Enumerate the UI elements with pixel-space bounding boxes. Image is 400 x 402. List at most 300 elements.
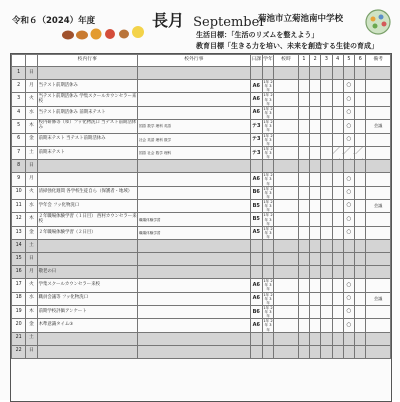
schedule-code-cell xyxy=(250,266,262,279)
lesson-cell xyxy=(137,253,250,266)
classes-cell xyxy=(274,160,299,173)
period-1-cell xyxy=(298,93,309,106)
table-row xyxy=(12,213,391,226)
school-year-label: 令和６（2024）年度 xyxy=(12,16,96,26)
event-cell xyxy=(37,253,137,266)
lesson-cell xyxy=(137,186,250,199)
table-row xyxy=(12,120,391,133)
event-cell xyxy=(37,345,137,358)
month-name-jp: 長月 xyxy=(152,11,185,30)
schedule-code-cell xyxy=(250,160,262,173)
note-cell xyxy=(366,160,391,173)
period-6-cell xyxy=(355,160,366,173)
period-1-cell xyxy=(298,266,309,279)
period-6-cell xyxy=(355,266,366,279)
day-cell: 木 xyxy=(26,305,37,318)
period-4-cell xyxy=(332,240,343,253)
lesson-cell xyxy=(137,80,250,93)
lesson-cell xyxy=(137,292,250,305)
period-3-cell xyxy=(321,213,332,226)
grade-cell: 1年 2年 3年 xyxy=(263,186,273,199)
period-2-cell xyxy=(310,186,321,199)
day-cell: 日 xyxy=(26,67,37,80)
note-cell xyxy=(366,67,391,80)
lesson-cell: 国語 社会 数学 理科 xyxy=(137,146,250,159)
lesson-cell: 社会 英語 理科 数学 xyxy=(137,133,250,146)
event-cell: 学集スクールカウンセラー来校 xyxy=(37,279,137,292)
events-right-header: 校外行事 xyxy=(137,55,250,67)
period-1-cell xyxy=(298,332,309,345)
day-cell: 月 xyxy=(26,80,37,93)
table-row xyxy=(12,146,391,159)
event-cell: 木準意識タイム③ xyxy=(37,319,137,332)
table-row xyxy=(12,160,391,173)
grade-cell: 1年 2年 3年 xyxy=(263,173,273,186)
lesson-cell xyxy=(137,345,250,358)
grade-cell: 1年 2年 3年 xyxy=(263,200,273,213)
day-cell: 水 xyxy=(26,200,37,213)
grade-cell: 1年 2年 3年 xyxy=(263,319,273,332)
date-cell: 8 xyxy=(12,160,26,173)
table-row xyxy=(12,345,391,358)
life-goal: 生活目標：「生活のリズムを整えよう」 xyxy=(196,31,319,39)
period-4-cell xyxy=(332,305,343,318)
note-cell xyxy=(366,80,391,93)
day-cell: 日 xyxy=(26,345,37,358)
table-row xyxy=(12,266,391,279)
date-cell: 9 xyxy=(12,173,26,186)
date-cell: 20 xyxy=(12,319,26,332)
schedule-code-cell xyxy=(250,345,262,358)
table-row xyxy=(12,253,391,266)
period-4-cell xyxy=(332,319,343,332)
month-name-en: September xyxy=(193,15,266,30)
lesson-cell xyxy=(137,266,250,279)
date-cell: 12 xyxy=(12,213,26,226)
date-cell: 10 xyxy=(12,186,26,199)
period-4-cell xyxy=(332,93,343,106)
period-4-cell xyxy=(332,146,343,159)
day-cell: 日 xyxy=(26,253,37,266)
period-3-cell xyxy=(321,319,332,332)
period-2-cell xyxy=(310,173,321,186)
period-5-cell: ○ xyxy=(343,106,354,119)
period-3-cell xyxy=(321,160,332,173)
schedule-code-cell: A6 xyxy=(250,80,262,93)
note-cell: 会議 xyxy=(366,292,391,305)
period-2-cell xyxy=(310,266,321,279)
event-cell xyxy=(37,332,137,345)
period-6-cell xyxy=(355,146,366,159)
event-cell: ２年職場体験学習（１日目） 西村カウンセラー来校 xyxy=(37,213,137,226)
note-cell xyxy=(366,173,391,186)
period-2-cell xyxy=(310,200,321,213)
period-1-cell xyxy=(298,80,309,93)
period-3-cell xyxy=(321,67,332,80)
period-2-cell xyxy=(310,160,321,173)
note-cell xyxy=(366,253,391,266)
grade-cell: 1年 2年 3年 xyxy=(263,146,273,160)
table-row xyxy=(12,200,391,213)
lesson-cell: 国語 数学 理科 英語 xyxy=(137,120,250,133)
period-2-cell xyxy=(310,292,321,305)
table-row xyxy=(12,106,391,119)
classes-cell xyxy=(274,319,299,332)
note-cell xyxy=(366,213,391,226)
period-4-header: 4 xyxy=(332,55,343,67)
period-5-cell: ○ xyxy=(343,319,354,332)
period-4-cell xyxy=(332,186,343,199)
lesson-cell xyxy=(137,240,250,253)
events-left-header: 校内行事 xyxy=(37,55,137,67)
date-cell: 4 xyxy=(12,106,26,119)
period-2-cell xyxy=(310,80,321,93)
table-row xyxy=(12,80,391,93)
period-1-cell xyxy=(298,226,309,239)
period-3-cell xyxy=(321,345,332,358)
classes-cell xyxy=(274,93,299,106)
schedule-code-cell: A6 xyxy=(250,279,262,292)
date-cell: 16 xyxy=(12,266,26,279)
table-row xyxy=(12,279,391,292)
period-1-cell xyxy=(298,319,309,332)
classes-cell xyxy=(274,332,299,345)
schedule-code-cell: A6 xyxy=(250,106,262,119)
classes-cell xyxy=(274,240,299,253)
note-cell xyxy=(366,146,391,159)
period-2-cell xyxy=(310,319,321,332)
period-5-cell xyxy=(343,240,354,253)
day-cell: 金 xyxy=(26,319,37,332)
date-header xyxy=(12,55,26,67)
period-3-cell xyxy=(321,253,332,266)
period-2-cell xyxy=(310,345,321,358)
period-5-cell: ○ xyxy=(343,279,354,292)
period-1-header: 1 xyxy=(298,55,309,67)
table-row xyxy=(12,133,391,146)
lesson-cell xyxy=(137,160,250,173)
period-2-cell xyxy=(310,213,321,226)
table-row xyxy=(12,226,391,239)
schedule-code-cell xyxy=(250,332,262,345)
period-1-cell xyxy=(298,173,309,186)
schedule-code-cell xyxy=(250,240,262,253)
period-1-cell xyxy=(298,106,309,119)
period-5-cell xyxy=(343,146,354,159)
period-5-cell xyxy=(343,266,354,279)
schedule-code-cell: テ3 xyxy=(250,133,262,146)
class-circle-icon xyxy=(364,8,392,36)
event-cell xyxy=(37,173,137,186)
date-cell: 5 xyxy=(12,120,26,133)
grade-cell: 1年 2年 3年 xyxy=(263,279,273,292)
date-cell: 2 xyxy=(12,80,26,93)
period-1-cell xyxy=(298,279,309,292)
month-title xyxy=(152,8,266,31)
lesson-cell xyxy=(137,106,250,119)
schedule-table xyxy=(10,53,392,402)
period-3-cell xyxy=(321,332,332,345)
period-3-cell xyxy=(321,120,332,133)
event-cell xyxy=(37,240,137,253)
classes-header: 校時 xyxy=(274,55,299,67)
schedule-code-cell: テ3 xyxy=(250,120,262,133)
note-cell xyxy=(366,93,391,106)
period-5-header: 5 xyxy=(343,55,354,67)
classes-cell xyxy=(274,186,299,199)
date-cell: 6 xyxy=(12,133,26,146)
period-6-cell xyxy=(355,279,366,292)
date-cell: 19 xyxy=(12,305,26,318)
day-cell: 水 xyxy=(26,106,37,119)
period-4-cell xyxy=(332,133,343,146)
period-2-cell xyxy=(310,279,321,292)
note-cell xyxy=(366,106,391,119)
note-cell xyxy=(366,305,391,318)
period-6-cell xyxy=(355,106,366,119)
period-1-cell xyxy=(298,292,309,305)
classes-cell xyxy=(274,292,299,305)
date-cell: 3 xyxy=(12,93,26,106)
period-5-cell: ○ xyxy=(343,186,354,199)
event-cell: 職員会議等 フッ化物洗口 xyxy=(37,292,137,305)
day-cell: 土 xyxy=(26,146,37,159)
period-4-cell xyxy=(332,292,343,305)
period-4-cell xyxy=(332,332,343,345)
day-cell: 月 xyxy=(26,266,37,279)
period-3-cell xyxy=(321,305,332,318)
schedule-code-cell: A6 xyxy=(250,173,262,186)
table-row xyxy=(12,186,391,199)
schedule-code-cell: テ3 xyxy=(250,146,262,159)
period-1-cell xyxy=(298,305,309,318)
note-cell xyxy=(366,226,391,239)
period-4-cell xyxy=(332,213,343,226)
period-5-cell xyxy=(343,345,354,358)
period-6-cell xyxy=(355,213,366,226)
note-cell xyxy=(366,133,391,146)
grade-cell xyxy=(262,160,273,173)
period-3-cell xyxy=(321,200,332,213)
classes-cell xyxy=(274,146,299,159)
period-2-cell xyxy=(310,240,321,253)
period-2-cell xyxy=(310,67,321,80)
day-cell: 火 xyxy=(26,93,37,106)
day-cell: 月 xyxy=(26,173,37,186)
grade-cell xyxy=(262,345,273,358)
event-cell xyxy=(37,67,137,80)
schedule-code-cell: B6 xyxy=(250,186,262,199)
event-cell: 当テスト前期活休み 学集スクールカウンセラー来校 xyxy=(37,93,137,106)
schedule-code-cell xyxy=(250,253,262,266)
period-2-cell xyxy=(310,253,321,266)
period-1-cell xyxy=(298,133,309,146)
period-5-cell: ○ xyxy=(343,173,354,186)
day-cell: 火 xyxy=(26,186,37,199)
period-4-cell xyxy=(332,279,343,292)
event-cell: 清掃強化週間 各学校生徒自ら（保護者・地域） xyxy=(37,186,137,199)
grade-cell: 1年 2年 3年 xyxy=(263,80,273,93)
event-cell xyxy=(37,160,137,173)
lesson-cell xyxy=(137,279,250,292)
period-6-cell xyxy=(355,80,366,93)
lesson-cell xyxy=(137,200,250,213)
event-cell: 敬老の日 xyxy=(37,266,137,279)
table-row xyxy=(12,67,391,80)
day-cell: 土 xyxy=(26,240,37,253)
period-1-cell xyxy=(298,200,309,213)
classes-cell xyxy=(274,345,299,358)
period-6-cell xyxy=(355,173,366,186)
note-cell xyxy=(366,345,391,358)
note-cell xyxy=(366,240,391,253)
table-row xyxy=(12,173,391,186)
period-4-cell xyxy=(332,226,343,239)
period-2-cell xyxy=(310,332,321,345)
day-cell: 木 xyxy=(26,213,37,226)
period-1-cell xyxy=(298,146,309,159)
event-cell: 前期末テスト 当テスト前期活休み xyxy=(37,133,137,146)
period-2-cell xyxy=(310,146,321,159)
period-6-cell xyxy=(355,292,366,305)
classes-cell xyxy=(274,200,299,213)
period-5-cell: ○ xyxy=(343,80,354,93)
period-4-cell xyxy=(332,345,343,358)
table-row xyxy=(12,305,391,318)
code-header: 日課 xyxy=(250,55,262,67)
grade-cell: 1年 2年 3年 xyxy=(263,305,273,319)
period-6-cell xyxy=(355,319,366,332)
period-3-cell xyxy=(321,240,332,253)
classes-cell xyxy=(274,266,299,279)
period-5-cell xyxy=(343,67,354,80)
classes-cell xyxy=(274,133,299,146)
date-cell: 11 xyxy=(12,200,26,213)
period-6-cell xyxy=(355,226,366,239)
period-5-cell xyxy=(343,160,354,173)
date-cell: 17 xyxy=(12,279,26,292)
schedule-code-cell: A6 xyxy=(250,319,262,332)
period-3-cell xyxy=(321,106,332,119)
period-2-cell xyxy=(310,133,321,146)
period-1-cell xyxy=(298,186,309,199)
autumn-decoration-icon xyxy=(60,22,150,44)
period-3-cell xyxy=(321,279,332,292)
event-cell: 校内研修等（ゆ）フッ化物洗口 当テスト前期活休み xyxy=(37,120,137,133)
classes-cell xyxy=(274,213,299,226)
classes-cell xyxy=(274,226,299,239)
period-6-cell xyxy=(355,186,366,199)
day-cell: 金 xyxy=(26,226,37,239)
note-cell xyxy=(366,186,391,199)
lesson-cell xyxy=(137,93,250,106)
period-6-cell xyxy=(355,240,366,253)
day-cell: 金 xyxy=(26,133,37,146)
schedule-code-cell: B6 xyxy=(250,305,262,318)
date-cell: 21 xyxy=(12,332,26,345)
period-3-cell xyxy=(321,133,332,146)
period-5-cell: ○ xyxy=(343,226,354,239)
lesson-cell xyxy=(137,305,250,318)
classes-cell xyxy=(274,253,299,266)
grade-header: 学年 xyxy=(262,55,273,67)
grade-cell xyxy=(262,253,273,266)
table-row xyxy=(12,332,391,345)
classes-cell xyxy=(274,80,299,93)
event-cell: 前期末テスト xyxy=(37,146,137,159)
period-5-cell xyxy=(343,332,354,345)
note-cell xyxy=(366,279,391,292)
period-4-cell xyxy=(332,173,343,186)
period-3-header: 3 xyxy=(321,55,332,67)
period-5-cell: ○ xyxy=(343,133,354,146)
period-3-cell xyxy=(321,80,332,93)
note-cell xyxy=(366,319,391,332)
lesson-cell xyxy=(137,319,250,332)
period-3-cell xyxy=(321,292,332,305)
grade-cell xyxy=(262,332,273,345)
classes-cell xyxy=(274,279,299,292)
schedule-code-cell: A6 xyxy=(250,292,262,305)
schedule-code-cell: B5 xyxy=(250,213,262,226)
period-1-cell xyxy=(298,253,309,266)
day-cell: 火 xyxy=(26,279,37,292)
period-5-cell: ○ xyxy=(343,305,354,318)
grade-cell: 1年 2年 3年 xyxy=(263,226,273,239)
classes-cell xyxy=(274,67,299,80)
period-3-cell xyxy=(321,93,332,106)
period-6-cell xyxy=(355,253,366,266)
classes-cell xyxy=(274,106,299,119)
period-4-cell xyxy=(332,106,343,119)
lesson-cell: 職場体験学習 xyxy=(137,213,250,226)
period-5-cell xyxy=(343,253,354,266)
period-5-cell: ○ xyxy=(343,213,354,226)
period-2-cell xyxy=(310,93,321,106)
period-3-cell xyxy=(321,266,332,279)
classes-cell xyxy=(274,305,299,318)
schedule-code-cell: A6 xyxy=(250,93,262,106)
period-6-cell xyxy=(355,133,366,146)
period-4-cell xyxy=(332,200,343,213)
school-name: 菊池市立菊池南中学校 xyxy=(258,14,344,24)
event-cell: 学年会 フッ化物洗口 xyxy=(37,200,137,213)
grade-cell: 1年 2年 3年 xyxy=(263,213,273,226)
date-cell: 22 xyxy=(12,345,26,358)
day-cell: 日 xyxy=(26,160,37,173)
table-row xyxy=(12,93,391,106)
note-header: 備考 xyxy=(366,55,391,67)
period-1-cell xyxy=(298,240,309,253)
period-4-cell xyxy=(332,160,343,173)
note-cell: 会議 xyxy=(366,200,391,213)
period-1-cell xyxy=(298,160,309,173)
event-cell: 当テスト前期活休み xyxy=(37,80,137,93)
period-4-cell xyxy=(332,120,343,133)
event-cell: ２年職場体験学習（２日目） xyxy=(37,226,137,239)
date-cell: 15 xyxy=(12,253,26,266)
schedule-code-cell: B5 xyxy=(250,200,262,213)
schedule-code-cell xyxy=(250,67,262,80)
grade-cell xyxy=(262,67,273,80)
note-cell xyxy=(366,332,391,345)
period-1-cell xyxy=(298,67,309,80)
grade-cell: 1年 2年 3年 xyxy=(263,133,273,146)
period-4-cell xyxy=(332,67,343,80)
period-3-cell xyxy=(321,226,332,239)
period-4-cell xyxy=(332,253,343,266)
period-6-header: 6 xyxy=(355,55,366,67)
